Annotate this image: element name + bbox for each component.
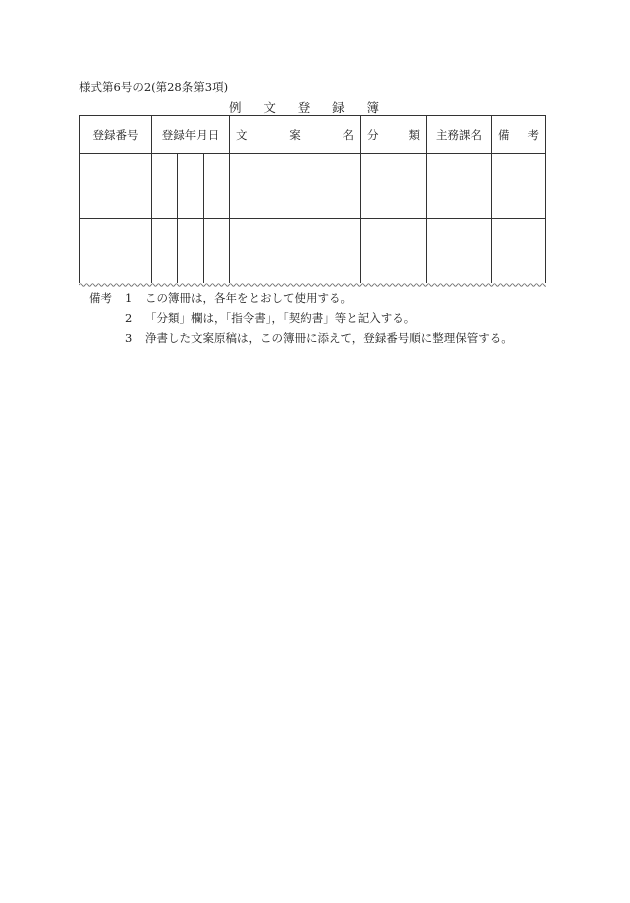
cell-day bbox=[204, 154, 230, 219]
header-char: 文 bbox=[236, 127, 248, 142]
note-text: 浄書した文案原稿は，この簿冊に添えて，登録番号順に整理保管する。 bbox=[145, 331, 513, 345]
cell-category bbox=[361, 154, 427, 219]
cell-reg-no bbox=[80, 154, 152, 219]
notes-label: 備考 bbox=[89, 291, 112, 305]
cell-month bbox=[178, 219, 204, 284]
note-text: この簿冊は，各年をとおして使用する。 bbox=[145, 291, 352, 305]
note-number: 3 bbox=[125, 331, 133, 345]
cell-year bbox=[152, 219, 178, 284]
header-reg-date: 登録年月日 bbox=[152, 116, 230, 154]
table-header-row bbox=[80, 116, 546, 154]
cell-doc-name bbox=[230, 154, 361, 219]
form-title bbox=[229, 98, 379, 116]
header-reg-no: 登録番号 bbox=[80, 116, 152, 154]
header-char: 分 bbox=[367, 127, 379, 142]
cell-remarks bbox=[492, 154, 546, 219]
notes-section bbox=[89, 288, 513, 348]
cell-reg-no bbox=[80, 219, 152, 284]
title-char: 登 bbox=[297, 100, 311, 115]
title-char: 例 bbox=[229, 100, 242, 115]
cell-category bbox=[361, 219, 427, 284]
cell-doc-name bbox=[230, 219, 361, 284]
cell-month bbox=[178, 154, 204, 219]
header-char: 名 bbox=[342, 127, 354, 142]
note-text: 「分類」欄は，「指令書」，「契約書」等と記入する。 bbox=[145, 311, 416, 325]
cell-remarks bbox=[492, 219, 546, 284]
table-row bbox=[80, 154, 546, 219]
cell-section bbox=[427, 154, 492, 219]
header-char: 備 bbox=[498, 127, 510, 142]
note-number: 1 bbox=[125, 291, 133, 305]
note-item bbox=[89, 328, 513, 348]
note-item bbox=[89, 288, 513, 308]
cell-day bbox=[204, 219, 230, 284]
cell-section bbox=[427, 219, 492, 284]
title-char: 簿 bbox=[366, 100, 379, 115]
header-remarks bbox=[492, 116, 546, 154]
header-char: 案 bbox=[289, 127, 301, 142]
header-char: 考 bbox=[527, 127, 539, 142]
header-category bbox=[361, 116, 427, 154]
form-label: 様式第6号の2(第28条第3項) bbox=[79, 80, 229, 94]
title-char: 録 bbox=[332, 100, 345, 115]
header-char: 類 bbox=[408, 127, 420, 142]
header-section: 主務課名 bbox=[427, 116, 492, 154]
note-number: 2 bbox=[125, 311, 133, 325]
cell-year bbox=[152, 154, 178, 219]
registration-table bbox=[79, 115, 546, 283]
title-char: 文 bbox=[263, 100, 276, 115]
table-row bbox=[80, 219, 546, 284]
header-doc-name bbox=[230, 116, 361, 154]
note-item bbox=[89, 308, 513, 328]
